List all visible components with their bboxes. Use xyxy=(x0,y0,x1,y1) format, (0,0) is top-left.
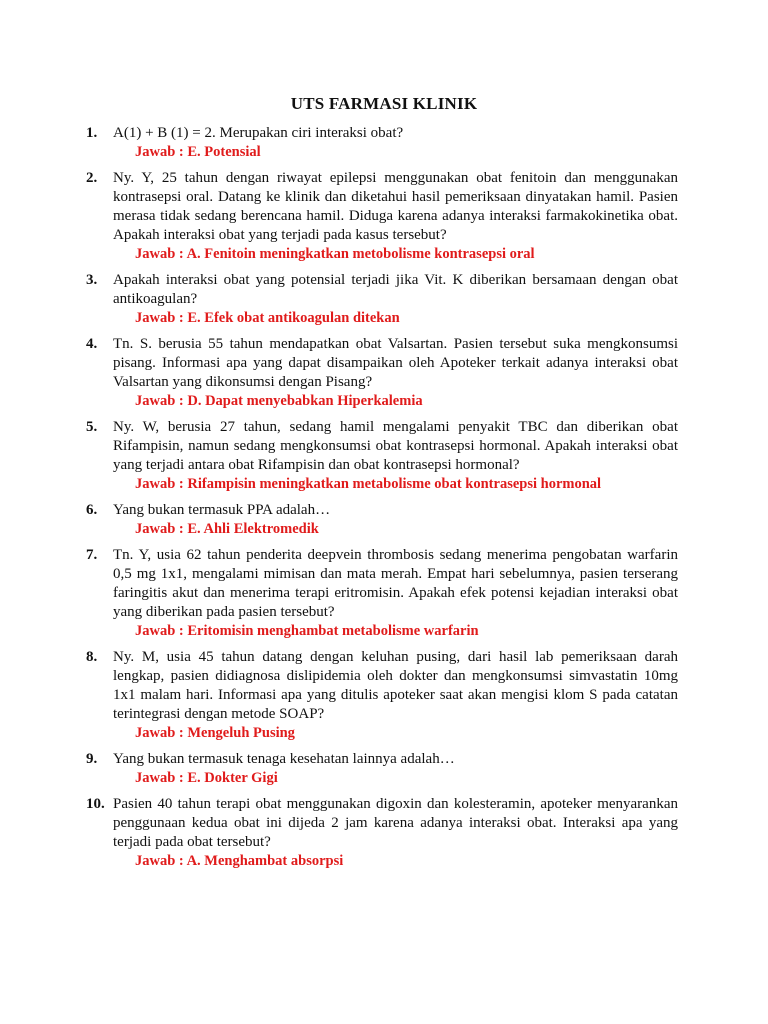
answer-text: Jawab : Mengeluh Pusing xyxy=(135,725,295,741)
question-item xyxy=(86,335,678,411)
question-text: Pasien 40 tahun terapi obat menggunakan digoxin dan kolesteramin, apoteker menyarankan penggunaan kedua obat ini dijeda 2 jam karena adanya interaksi obat. Interaksi apa yang terjadi pada obat tersebut? xyxy=(113,796,678,850)
question-number: 8. xyxy=(86,649,98,665)
answer-text: Jawab : E. Potensial xyxy=(135,144,261,160)
question-text: Apakah interaksi obat yang potensial terjadi jika Vit. K diberikan bersamaan dengan obat antikoagulan? xyxy=(113,272,678,307)
answer-text: Jawab : E. Ahli Elektromedik xyxy=(135,521,319,537)
question-item xyxy=(86,501,678,539)
question-text: Ny. Y, 25 tahun dengan riwayat epilepsi menggunakan obat fenitoin dan menggunakan kontrasepsi oral. Datang ke klinik dan diketahui hasil pemeriksaan dinyatakan hamil. Pasien merasa tidak sedang berencana hamil. Diduga karena adanya interaksi farmakokinetika obat. Apakah interaksi obat yang terjadi pada kasus tersebut? xyxy=(113,170,678,243)
answer-text: Jawab : A. Fenitoin meningkatkan metobolisme kontrasepsi oral xyxy=(135,246,535,262)
question-text: Yang bukan termasuk PPA adalah… xyxy=(113,502,331,518)
question-list xyxy=(86,124,678,878)
answer-text: Jawab : E. Efek obat antikoagulan ditekan xyxy=(135,310,400,326)
question-item xyxy=(86,648,678,743)
answer-text: Jawab : E. Dokter Gigi xyxy=(135,770,278,786)
answer-text: Jawab : Eritomisin menghambat metabolisme warfarin xyxy=(135,623,479,639)
question-number: 6. xyxy=(86,502,98,518)
answer-text: Jawab : D. Dapat menyebabkan Hiperkalemia xyxy=(135,393,423,409)
question-number: 4. xyxy=(86,336,98,352)
answer-text: Jawab : Rifampisin meningkatkan metabolisme obat kontrasepsi hormonal xyxy=(135,476,602,492)
question-number: 10. xyxy=(86,796,105,812)
question-number: 9. xyxy=(86,751,98,767)
question-item xyxy=(86,750,678,788)
question-number: 7. xyxy=(86,547,98,563)
question-item xyxy=(86,169,678,264)
question-text: Yang bukan termasuk tenaga kesehatan lainnya adalah… xyxy=(113,751,455,767)
question-number: 5. xyxy=(86,419,98,435)
question-text: Tn. Y, usia 62 tahun penderita deepvein thrombosis sedang menerima pengobatan warfarin 0,5 mg 1x1, mengalami mimisan dan mata merah. Empat hari sebelumnya, pasien terserang faringitis akut dan menerima terapi eritromisin. Apakah efek potensi kejadian interaksi obat yang diberikan pada pasien tersebut? xyxy=(113,547,678,620)
question-text: Ny. W, berusia 27 tahun, sedang hamil mengalami penyakit TBC dan diberikan obat Rifampisin, namun sedang mengkonsumsi obat kontrasepsi hormonal. Apakah interaksi obat yang terjadi antara obat Rifampisin dan obat kontrasepsi hormonal? xyxy=(113,419,678,473)
question-text: Tn. S. berusia 55 tahun mendapatkan obat Valsartan. Pasien tersebut suka mengkonsumsi pisang. Informasi apa yang dapat disampaikan oleh Apoteker terkait adanya interaksi obat Valsartan yang dikonsumsi dengan Pisang? xyxy=(113,336,678,390)
question-item xyxy=(86,271,678,328)
question-text: A(1) + B (1) = 2. Merupakan ciri interaksi obat? xyxy=(113,125,404,141)
question-item xyxy=(86,124,678,162)
question-item xyxy=(86,795,678,871)
question-number: 2. xyxy=(86,170,98,186)
answer-text: Jawab : A. Menghambat absorpsi xyxy=(135,853,344,869)
question-item xyxy=(86,546,678,641)
question-item xyxy=(86,418,678,494)
question-number: 3. xyxy=(86,272,98,288)
question-text: Ny. M, usia 45 tahun datang dengan keluhan pusing, dari hasil lab pemeriksaan darah lengkap, pasien didiagnosa dislipidemia oleh dokter dan mengkonsumsi simvastatin 10mg 1x1 malam hari. Informasi apa yang ditulis apoteker saat akan mengisi klom S pada catatan terintegrasi dengan metode SOAP? xyxy=(113,649,678,722)
question-number: 1. xyxy=(86,125,98,141)
page-title: UTS FARMASI KLINIK xyxy=(290,94,478,113)
